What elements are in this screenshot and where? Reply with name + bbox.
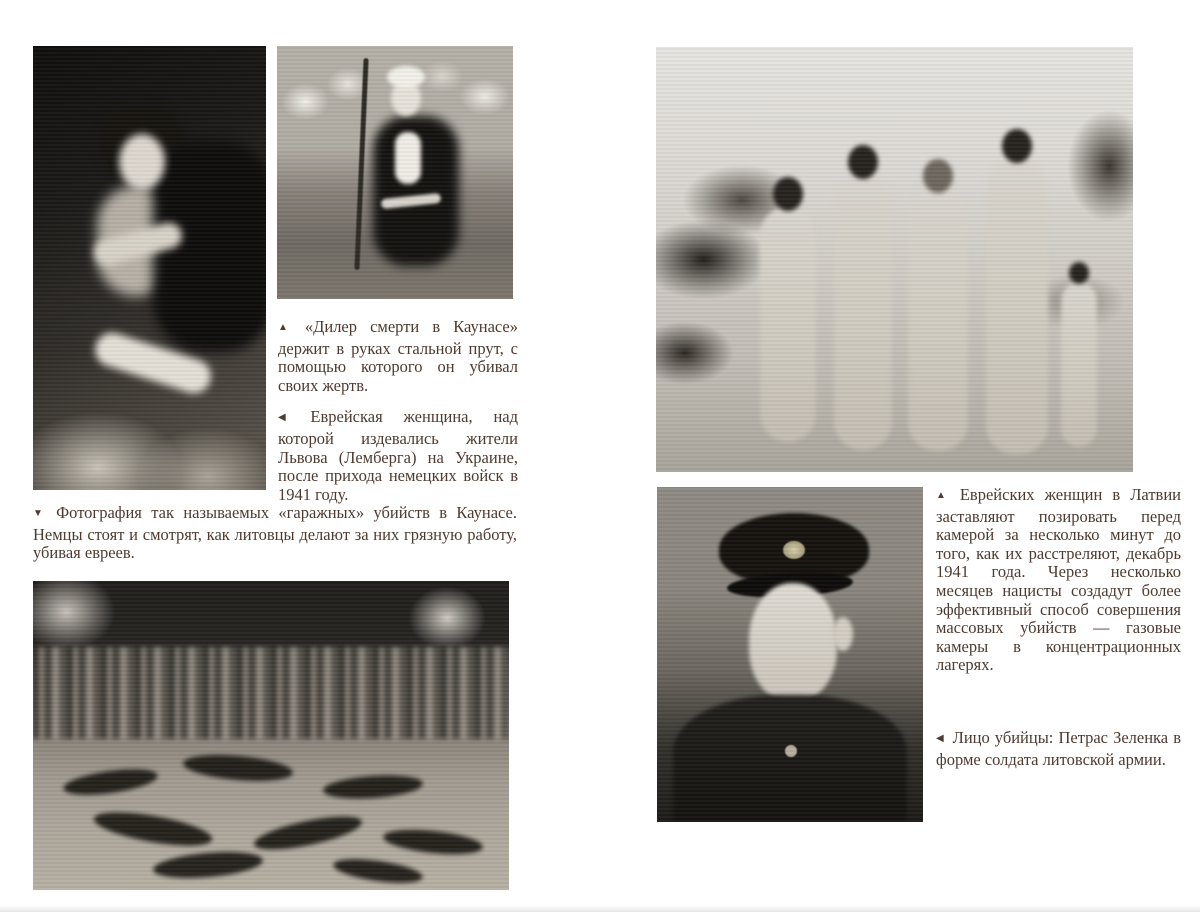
body-shape <box>252 810 365 856</box>
body-shape <box>322 773 423 802</box>
torso-shape <box>97 186 175 296</box>
face-shape <box>391 80 421 116</box>
crowd-band-shape <box>33 647 509 739</box>
caption-paragraph <box>936 486 1181 675</box>
caption-column-left <box>278 318 518 504</box>
face-shape <box>119 134 165 190</box>
body-shape <box>182 751 294 784</box>
caption-garage-killings <box>33 504 517 563</box>
blond-hair-shape <box>387 66 425 88</box>
woman-figure-shape <box>908 189 968 451</box>
caption-lviv-woman <box>278 408 518 504</box>
body-shape <box>152 848 264 881</box>
man-figure-shape <box>373 116 459 266</box>
caption-paragraph <box>33 504 517 563</box>
photo-garage-killings <box>33 581 509 890</box>
steel-rod-shape <box>354 58 368 270</box>
caption-latvian-women <box>936 486 1181 675</box>
attacker-figure-shape <box>153 142 266 352</box>
caption-text: Еврейская женщина, над которой издевались жители Львова (Лемберга) на Украине, после прихода немецких войск в 1941 году. <box>278 407 518 504</box>
triangle-down-icon: ▼ <box>33 508 49 519</box>
military-cap-shape <box>719 513 869 585</box>
photo-pogrom-victim <box>33 46 266 490</box>
leg-shape <box>91 328 216 397</box>
body-shape <box>382 826 484 858</box>
caption-text: Фотография так называемых «гаражных» убийств в Каунасе. Немцы стоят и смотрят, как литовцы делают за них грязную работу, убивая евреев. <box>33 503 518 563</box>
caption-paragraph <box>936 729 1181 769</box>
triangle-up-icon: ▲ <box>936 490 952 501</box>
triangle-up-icon: ▲ <box>278 322 297 333</box>
caption-killer-face <box>936 729 1181 769</box>
child-figure-shape <box>1061 282 1097 447</box>
face-shape <box>749 583 837 701</box>
belt-shape <box>381 193 442 209</box>
woman-figure-shape <box>986 159 1048 454</box>
page-bottom-shadow <box>0 905 1200 912</box>
body-shape <box>332 855 424 887</box>
caption-text: «Дилер смерти в Каунасе» держит в руках стальной прут, с помощью которого он убивал своих жертв. <box>278 317 518 395</box>
uniform-torso-shape <box>673 695 907 822</box>
cap-badge-shape <box>783 541 805 559</box>
caption-death-dealer <box>278 318 518 395</box>
body-shape <box>62 764 159 799</box>
triangle-left-icon: ◀ <box>278 412 303 424</box>
ear-shape <box>833 617 853 651</box>
woman-figure-shape <box>760 207 816 442</box>
woman-figure-shape <box>834 175 892 450</box>
caption-text: Еврейских женщин в Латвии заставляют позировать перед камерой за несколько минут до того, как их расстреляют, декабрь 1941 года. Через несколько месяцев нацисты создадут более эффективный способ совершения массовых убийств — газовые камеры в концентрационных лагерях. <box>936 485 1181 675</box>
photo-soldier-portrait <box>657 487 923 822</box>
photo-latvian-women <box>656 47 1133 472</box>
hair-shape <box>99 102 185 182</box>
body-shape <box>92 806 215 852</box>
arm-shape <box>91 220 185 268</box>
cap-brim-shape <box>726 570 853 601</box>
caption-text: Лицо убийцы: Петрас Зеленка в форме солдата литовской армии. <box>936 728 1181 769</box>
uniform-button-shape <box>785 745 797 757</box>
shirt-shape <box>395 132 421 184</box>
photo-death-dealer <box>277 46 513 299</box>
triangle-left-icon: ◀ <box>936 733 945 744</box>
